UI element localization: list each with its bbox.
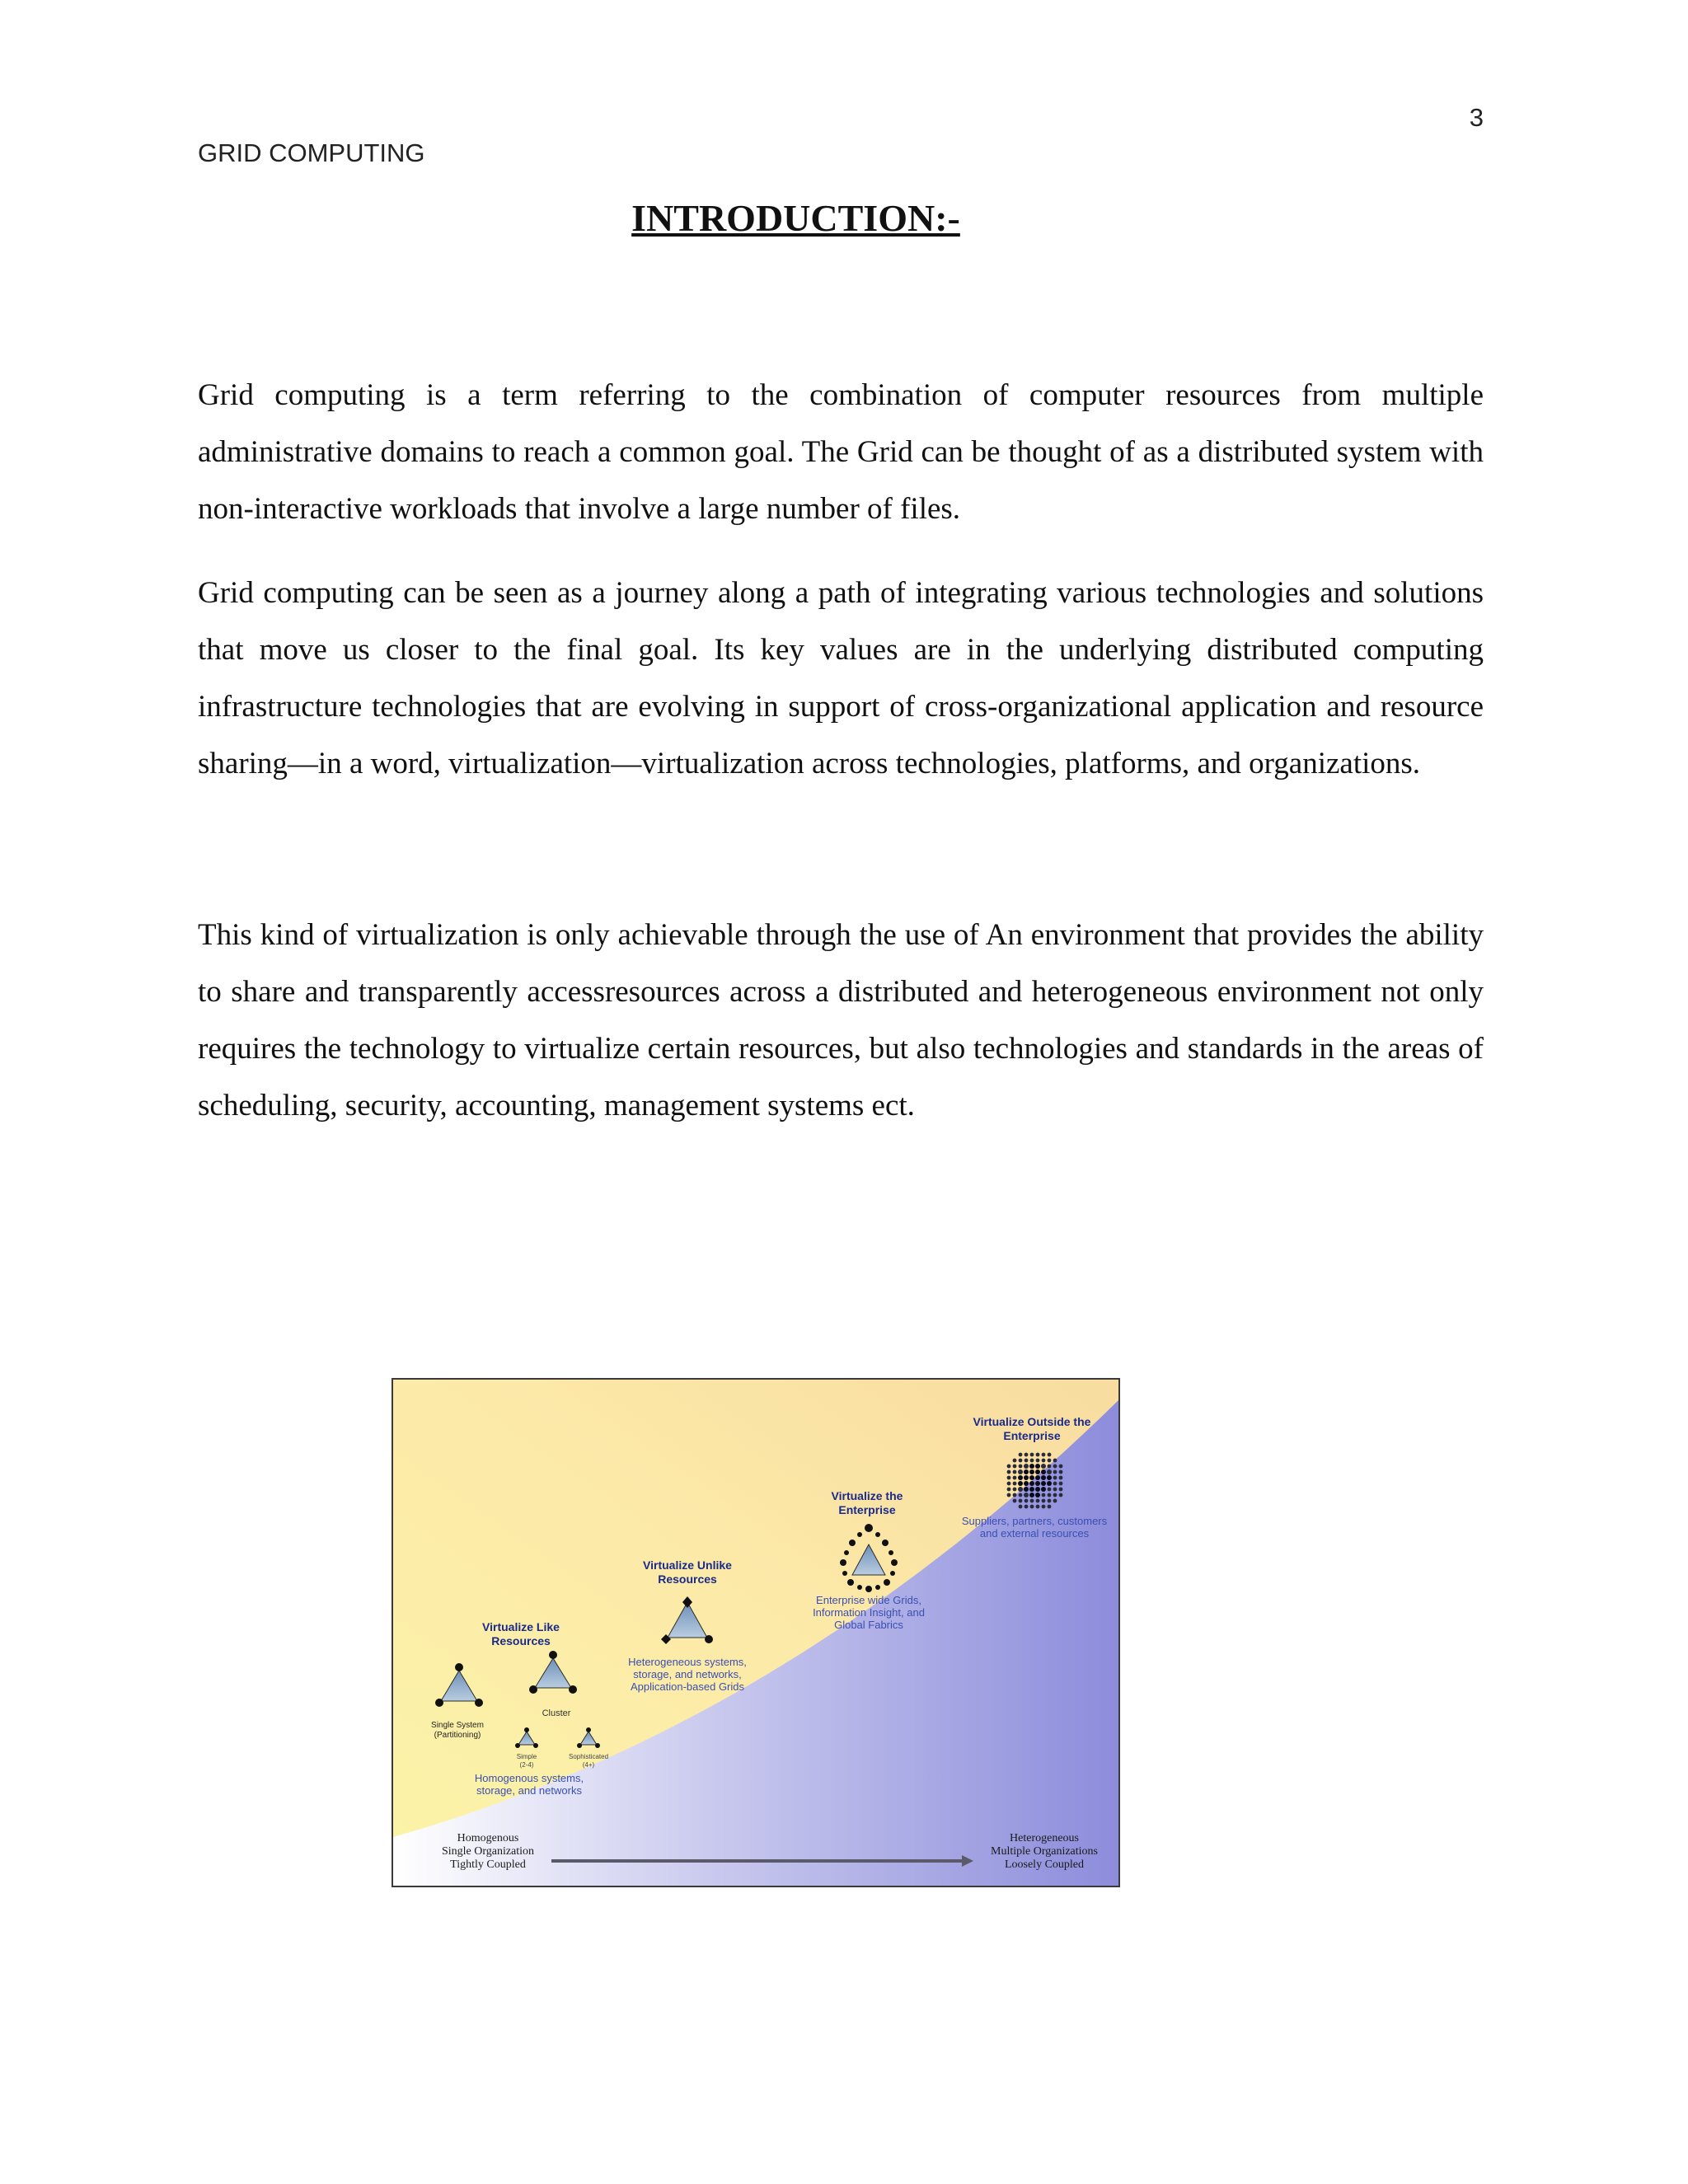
simple-label-1: Simple — [516, 1753, 537, 1760]
sophisticated-label-1: Sophisticated — [568, 1753, 609, 1760]
sphere-dot — [1029, 1493, 1034, 1497]
sphere-dot — [1047, 1469, 1052, 1474]
sphere-dot — [1042, 1493, 1046, 1497]
stage-4-title-line-2: Enterprise — [1003, 1429, 1061, 1442]
sphere-dot — [1018, 1469, 1023, 1474]
stage-4-title-line-1: Virtualize Outside the — [973, 1415, 1091, 1428]
sphere-dot — [1013, 1493, 1017, 1497]
sphere-dot — [1059, 1465, 1063, 1469]
sphere-dot — [1041, 1475, 1046, 1480]
sphere-dot — [1053, 1499, 1057, 1503]
left-axis-label-2: Single Organization — [441, 1845, 535, 1858]
outside-desc-2: and external resources — [979, 1527, 1090, 1540]
sphere-dot — [1019, 1499, 1023, 1503]
sphere-dot — [1013, 1459, 1017, 1463]
sphere-dot — [1042, 1459, 1046, 1463]
sphere-dot — [1019, 1493, 1023, 1497]
sphere-dot — [1036, 1499, 1040, 1503]
paragraph-3: This kind of virtualization is only achievable through the use of An environment that provides the ability to share and transparently accessresources across a distributed and heterogeneous environment not only requires the technology to virtualize certain resources, but also technologies and standards in the areas of scheduling, security, accounting, management systems ect. — [198, 918, 1484, 1122]
sphere-dot — [1025, 1459, 1029, 1463]
sphere-dot — [1013, 1499, 1017, 1503]
sphere-dot — [1030, 1505, 1034, 1509]
sphere-dot — [1041, 1469, 1046, 1474]
sphere-dot — [1035, 1481, 1040, 1486]
sphere-dot — [1035, 1469, 1040, 1474]
sphere-dot — [1030, 1453, 1034, 1457]
sphere-dot — [1019, 1465, 1023, 1469]
stage-1-title-line-1: Virtualize Like — [482, 1620, 560, 1633]
right-axis-label-1: Heterogeneous — [1010, 1832, 1079, 1844]
sphere-dot — [1007, 1465, 1011, 1469]
sphere-dot — [1048, 1465, 1052, 1469]
sphere-dot — [1059, 1488, 1063, 1492]
stage-2-title-line-1: Virtualize Unlike — [643, 1558, 732, 1572]
sphere-dot — [1007, 1488, 1011, 1492]
stage-3-title-line-1: Virtualize the — [831, 1489, 903, 1502]
sphere-dot — [1013, 1476, 1017, 1480]
sphere-dot — [1042, 1505, 1046, 1509]
page-number: 3 — [1469, 103, 1484, 132]
simple-label-2: (2-4) — [519, 1761, 534, 1769]
left-axis-label-3: Tightly Coupled — [450, 1858, 526, 1871]
sphere-dot — [1035, 1493, 1040, 1497]
sophisticated-label-2: (4+) — [582, 1761, 595, 1769]
sphere-dot — [1053, 1482, 1057, 1486]
sphere-dot — [1024, 1464, 1029, 1469]
right-axis-label-3: Loosely Coupled — [1004, 1858, 1085, 1871]
right-axis-label-2: Multiple Organizations — [991, 1845, 1098, 1858]
stage-2-title-line-2: Resources — [658, 1572, 717, 1586]
sphere-dot — [1007, 1493, 1011, 1497]
sphere-dot — [1030, 1459, 1034, 1463]
sphere-dot — [1035, 1475, 1040, 1480]
sphere-dot — [1035, 1464, 1040, 1469]
grid-evolution-figure — [392, 1378, 1120, 1887]
sphere-dot — [1013, 1470, 1017, 1474]
sphere-dot — [1007, 1476, 1011, 1480]
sphere-dot — [1053, 1465, 1057, 1469]
stage-1-title-line-2: Resources — [491, 1634, 551, 1647]
sphere-dot — [1029, 1469, 1034, 1474]
sphere-dot — [1018, 1475, 1023, 1480]
sphere-dot — [1029, 1464, 1034, 1469]
sphere-dot — [1018, 1481, 1023, 1486]
sphere-dot — [1024, 1487, 1029, 1492]
sphere-dot — [1024, 1475, 1029, 1480]
sphere-dot — [1013, 1488, 1017, 1492]
sphere-dot — [1024, 1493, 1029, 1497]
sphere-dot — [1029, 1475, 1034, 1480]
sphere-dot — [1035, 1487, 1040, 1492]
sphere-dot — [1053, 1470, 1057, 1474]
section-title: INTRODUCTION:- — [631, 197, 960, 239]
sphere-dot — [1029, 1487, 1034, 1492]
enterprise-desc-2: Information Insight, and — [813, 1606, 925, 1619]
sphere-dot — [1007, 1482, 1011, 1486]
enterprise-desc-3: Global Fabrics — [834, 1619, 903, 1631]
sphere-dot — [1007, 1470, 1011, 1474]
sphere-dot — [1030, 1499, 1034, 1503]
sphere-dot — [1018, 1487, 1023, 1492]
sphere-dot — [1048, 1505, 1052, 1509]
sphere-dot — [1053, 1493, 1057, 1497]
sphere-dot — [1019, 1505, 1023, 1509]
hetero-desc-1: Heterogeneous systems, — [628, 1656, 747, 1668]
sphere-dot — [1036, 1459, 1040, 1463]
homogenous-desc-1: Homogenous systems, — [474, 1772, 584, 1784]
sphere-dot — [1053, 1488, 1057, 1492]
sphere-dot — [1013, 1465, 1017, 1469]
enterprise-desc-1: Enterprise wide Grids, — [816, 1594, 921, 1606]
sphere-dot — [1048, 1499, 1052, 1503]
sphere-dot — [1029, 1481, 1034, 1486]
sphere-dot — [1041, 1464, 1046, 1469]
paragraph-2: Grid computing can be seen as a journey along a path of integrating various technologies and solutions that move us closer to the final goal. Its key values are in the underlying distributed computing infrastructure technologies that are evolving in support of cross-organizational application and resource sharing—in a word, virtualization—virtualization across technologies, platforms, and organizations. — [198, 576, 1484, 780]
sphere-dot — [1041, 1481, 1046, 1486]
sphere-dot — [1024, 1469, 1029, 1474]
sphere-dot — [1019, 1453, 1023, 1457]
sphere-dot — [1053, 1476, 1057, 1480]
sphere-dot — [1025, 1505, 1029, 1509]
sphere-dot — [1036, 1505, 1040, 1509]
sphere-dot — [1048, 1488, 1052, 1492]
sphere-dot — [1041, 1487, 1046, 1492]
sphere-dot — [1047, 1481, 1052, 1486]
sphere-dot — [1059, 1476, 1063, 1480]
sphere-dot — [1036, 1453, 1040, 1457]
sphere-dot — [1024, 1481, 1029, 1486]
running-header: GRID COMPUTING — [198, 138, 425, 167]
sphere-dot — [1013, 1482, 1017, 1486]
cluster-label: Cluster — [542, 1708, 571, 1718]
sphere-dot — [1042, 1499, 1046, 1503]
sphere-dot — [1048, 1459, 1052, 1463]
sphere-dot — [1047, 1475, 1052, 1480]
stage-3-title-line-2: Enterprise — [838, 1503, 896, 1516]
sphere-dot — [1059, 1470, 1063, 1474]
sphere-dot — [1059, 1482, 1063, 1486]
sphere-dot — [1025, 1453, 1029, 1457]
left-axis-label-1: Homogenous — [457, 1832, 519, 1844]
sphere-dot — [1025, 1499, 1029, 1503]
sphere-dot — [1053, 1459, 1057, 1463]
grid-evolution-diagram — [393, 1380, 1118, 1886]
sphere-dot — [1059, 1493, 1063, 1497]
hetero-desc-2: storage, and networks, — [633, 1668, 742, 1680]
paragraph-1: Grid computing is a term referring to the combination of computer resources from multiple administrative domains to reach a common goal. The Grid can be thought of as a distributed system with non-interactive workloads that involve a large number of files. — [198, 378, 1484, 526]
sphere-dot — [1042, 1453, 1046, 1457]
sphere-dot — [1048, 1493, 1052, 1497]
sphere-dot — [1048, 1453, 1052, 1457]
homogenous-desc-2: storage, and networks — [476, 1784, 582, 1797]
single-system-label-2: (Partitioning) — [434, 1731, 481, 1740]
single-system-label-1: Single System — [431, 1721, 484, 1730]
outside-desc-1: Suppliers, partners, customers — [961, 1515, 1108, 1527]
hetero-desc-3: Application-based Grids — [630, 1680, 745, 1693]
sphere-dot — [1019, 1459, 1023, 1463]
